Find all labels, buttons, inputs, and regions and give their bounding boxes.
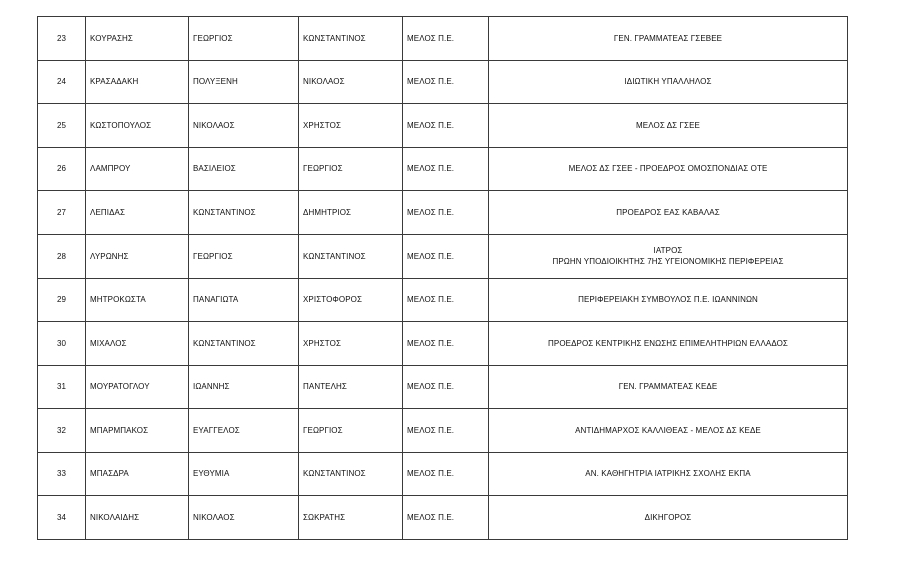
membership-cell: ΜΕΛΟΣ Π.Ε.: [403, 191, 489, 235]
position-cell: [489, 147, 848, 191]
row-number-cell: 33: [38, 452, 86, 496]
first-name-cell: ΠΟΛΥΞΕΝΗ: [189, 60, 299, 104]
first-name-cell: ΠΑΝΑΓΙΩΤΑ: [189, 278, 299, 322]
position-line: ΠΕΡΙΦΕΡΕΙΑΚΗ ΣΥΜΒΟΥΛΟΣ Π.Ε. ΙΩΑΝΝΙΝΩΝ: [578, 295, 758, 305]
surname-cell: ΜΙΧΑΛΟΣ: [86, 322, 189, 366]
table-row: [38, 147, 848, 191]
position-line: ΠΡΟΕΔΡΟΣ ΚΕΝΤΡΙΚΗΣ ΕΝΩΣΗΣ ΕΠΙΜΕΛΗΤΗΡΙΩΝ ΕΛΛΑΔΟΣ: [548, 338, 788, 348]
surname-cell: ΝΙΚΟΛΑΙΔΗΣ: [86, 496, 189, 540]
membership-cell: ΜΕΛΟΣ Π.Ε.: [403, 104, 489, 148]
position-cell: [489, 104, 848, 148]
table-row: [38, 60, 848, 104]
membership-cell: ΜΕΛΟΣ Π.Ε.: [403, 60, 489, 104]
membership-cell: ΜΕΛΟΣ Π.Ε.: [403, 322, 489, 366]
surname-cell: ΛΥΡΩΝΗΣ: [86, 234, 189, 278]
father-name-cell: ΣΩΚΡΑΤΗΣ: [299, 496, 403, 540]
position-line: ΜΕΛΟΣ ΔΣ ΓΣΕΕ - ΠΡΟΕΔΡΟΣ ΟΜΟΣΠΟΝΔΙΑΣ ΟΤΕ: [568, 164, 768, 174]
table-row: [38, 496, 848, 540]
first-name-cell: ΙΩΑΝΝΗΣ: [189, 365, 299, 409]
position-cell: [489, 496, 848, 540]
position-line: ΠΡΩΗΝ ΥΠΟΔΙΟΙΚΗΤΗΣ 7ΗΣ ΥΓΕΙΟΝΟΜΙΚΗΣ ΠΕΡΙΦΕΡΕΙΑΣ: [552, 257, 784, 266]
row-number-cell: 25: [38, 104, 86, 148]
first-name-cell: ΓΕΩΡΓΙΟΣ: [189, 17, 299, 61]
surname-cell: ΜΠΑΣΔΡΑ: [86, 452, 189, 496]
row-number-cell: 31: [38, 365, 86, 409]
surname-cell: ΚΩΣΤΟΠΟΥΛΟΣ: [86, 104, 189, 148]
table-row: [38, 191, 848, 235]
position-line: ΙΔΙΩΤΙΚΗ ΥΠΑΛΛΗΛΟΣ: [624, 77, 712, 87]
position-line: ΓΕΝ. ΓΡΑΜΜΑΤΕΑΣ ΚΕΔΕ: [618, 382, 718, 392]
membership-cell: ΜΕΛΟΣ Π.Ε.: [403, 17, 489, 61]
membership-cell: ΜΕΛΟΣ Π.Ε.: [403, 496, 489, 540]
table-row: [38, 365, 848, 409]
position-line: ΠΡΟΕΔΡΟΣ ΕΑΣ ΚΑΒΑΛΑΣ: [616, 207, 720, 217]
position-cell: [489, 322, 848, 366]
row-number-cell: 24: [38, 60, 86, 104]
surname-cell: ΜΟΥΡΑΤΟΓΛΟΥ: [86, 365, 189, 409]
table-row: [38, 278, 848, 322]
surname-cell: ΛΕΠΙΔΑΣ: [86, 191, 189, 235]
table-row: [38, 234, 848, 278]
position-cell: [489, 60, 848, 104]
surname-cell: ΚΟΥΡΑΣΗΣ: [86, 17, 189, 61]
father-name-cell: ΧΡΙΣΤΟΦΟΡΟΣ: [299, 278, 403, 322]
first-name-cell: ΕΥΘΥΜΙΑ: [189, 452, 299, 496]
father-name-cell: ΓΕΩΡΓΙΟΣ: [299, 147, 403, 191]
position-line: ΑΝΤΙΔΗΜΑΡΧΟΣ ΚΑΛΛΙΘΕΑΣ - ΜΕΛΟΣ ΔΣ ΚΕΔΕ: [575, 425, 761, 435]
row-number-cell: 23: [38, 17, 86, 61]
position-cell: [489, 17, 848, 61]
row-number-cell: 34: [38, 496, 86, 540]
father-name-cell: ΚΩΝΣΤΑΝΤΙΝΟΣ: [299, 234, 403, 278]
membership-cell: ΜΕΛΟΣ Π.Ε.: [403, 365, 489, 409]
first-name-cell: ΝΙΚΟΛΑΟΣ: [189, 496, 299, 540]
members-table-body: [38, 17, 848, 540]
father-name-cell: ΧΡΗΣΤΟΣ: [299, 322, 403, 366]
first-name-cell: ΕΥΑΓΓΕΛΟΣ: [189, 409, 299, 453]
position-cell: [489, 191, 848, 235]
position-line: ΙΑΤΡΟΣ: [653, 246, 683, 255]
table-row: [38, 17, 848, 61]
first-name-cell: ΒΑΣΙΛΕΙΟΣ: [189, 147, 299, 191]
row-number-cell: 28: [38, 234, 86, 278]
position-line: ΜΕΛΟΣ ΔΣ ΓΣΕΕ: [636, 120, 700, 130]
members-table: [37, 16, 848, 540]
first-name-cell: ΝΙΚΟΛΑΟΣ: [189, 104, 299, 148]
membership-cell: ΜΕΛΟΣ Π.Ε.: [403, 147, 489, 191]
father-name-cell: ΧΡΗΣΤΟΣ: [299, 104, 403, 148]
surname-cell: ΜΠΑΡΜΠΑΚΟΣ: [86, 409, 189, 453]
surname-cell: ΜΗΤΡΟΚΩΣΤΑ: [86, 278, 189, 322]
father-name-cell: ΝΙΚΟΛΑΟΣ: [299, 60, 403, 104]
position-line: ΔΙΚΗΓΟΡΟΣ: [644, 512, 692, 522]
row-number-cell: 30: [38, 322, 86, 366]
row-number-cell: 27: [38, 191, 86, 235]
row-number-cell: 29: [38, 278, 86, 322]
row-number-cell: 26: [38, 147, 86, 191]
position-line: ΓΕΝ. ΓΡΑΜΜΑΤΕΑΣ ΓΣΕΒΕΕ: [613, 33, 723, 43]
first-name-cell: ΚΩΝΣΤΑΝΤΙΝΟΣ: [189, 322, 299, 366]
surname-cell: ΛΑΜΠΡΟΥ: [86, 147, 189, 191]
position-cell: [489, 365, 848, 409]
father-name-cell: ΠΑΝΤΕΛΗΣ: [299, 365, 403, 409]
membership-cell: ΜΕΛΟΣ Π.Ε.: [403, 409, 489, 453]
surname-cell: ΚΡΑΣΑΔΑΚΗ: [86, 60, 189, 104]
membership-cell: ΜΕΛΟΣ Π.Ε.: [403, 278, 489, 322]
father-name-cell: ΔΗΜΗΤΡΙΟΣ: [299, 191, 403, 235]
position-cell: [489, 452, 848, 496]
father-name-cell: ΓΕΩΡΓΙΟΣ: [299, 409, 403, 453]
table-row: [38, 452, 848, 496]
position-cell: [489, 278, 848, 322]
table-row: [38, 104, 848, 148]
table-row: [38, 322, 848, 366]
membership-cell: ΜΕΛΟΣ Π.Ε.: [403, 452, 489, 496]
first-name-cell: ΚΩΝΣΤΑΝΤΙΝΟΣ: [189, 191, 299, 235]
first-name-cell: ΓΕΩΡΓΙΟΣ: [189, 234, 299, 278]
table-row: [38, 409, 848, 453]
position-cell: [489, 409, 848, 453]
row-number-cell: 32: [38, 409, 86, 453]
father-name-cell: ΚΩΝΣΤΑΝΤΙΝΟΣ: [299, 452, 403, 496]
position-cell: [489, 234, 848, 278]
membership-cell: ΜΕΛΟΣ Π.Ε.: [403, 234, 489, 278]
position-line: ΑΝ. ΚΑΘΗΓΗΤΡΙΑ ΙΑΤΡΙΚΗΣ ΣΧΟΛΗΣ ΕΚΠΑ: [585, 469, 751, 479]
father-name-cell: ΚΩΝΣΤΑΝΤΙΝΟΣ: [299, 17, 403, 61]
